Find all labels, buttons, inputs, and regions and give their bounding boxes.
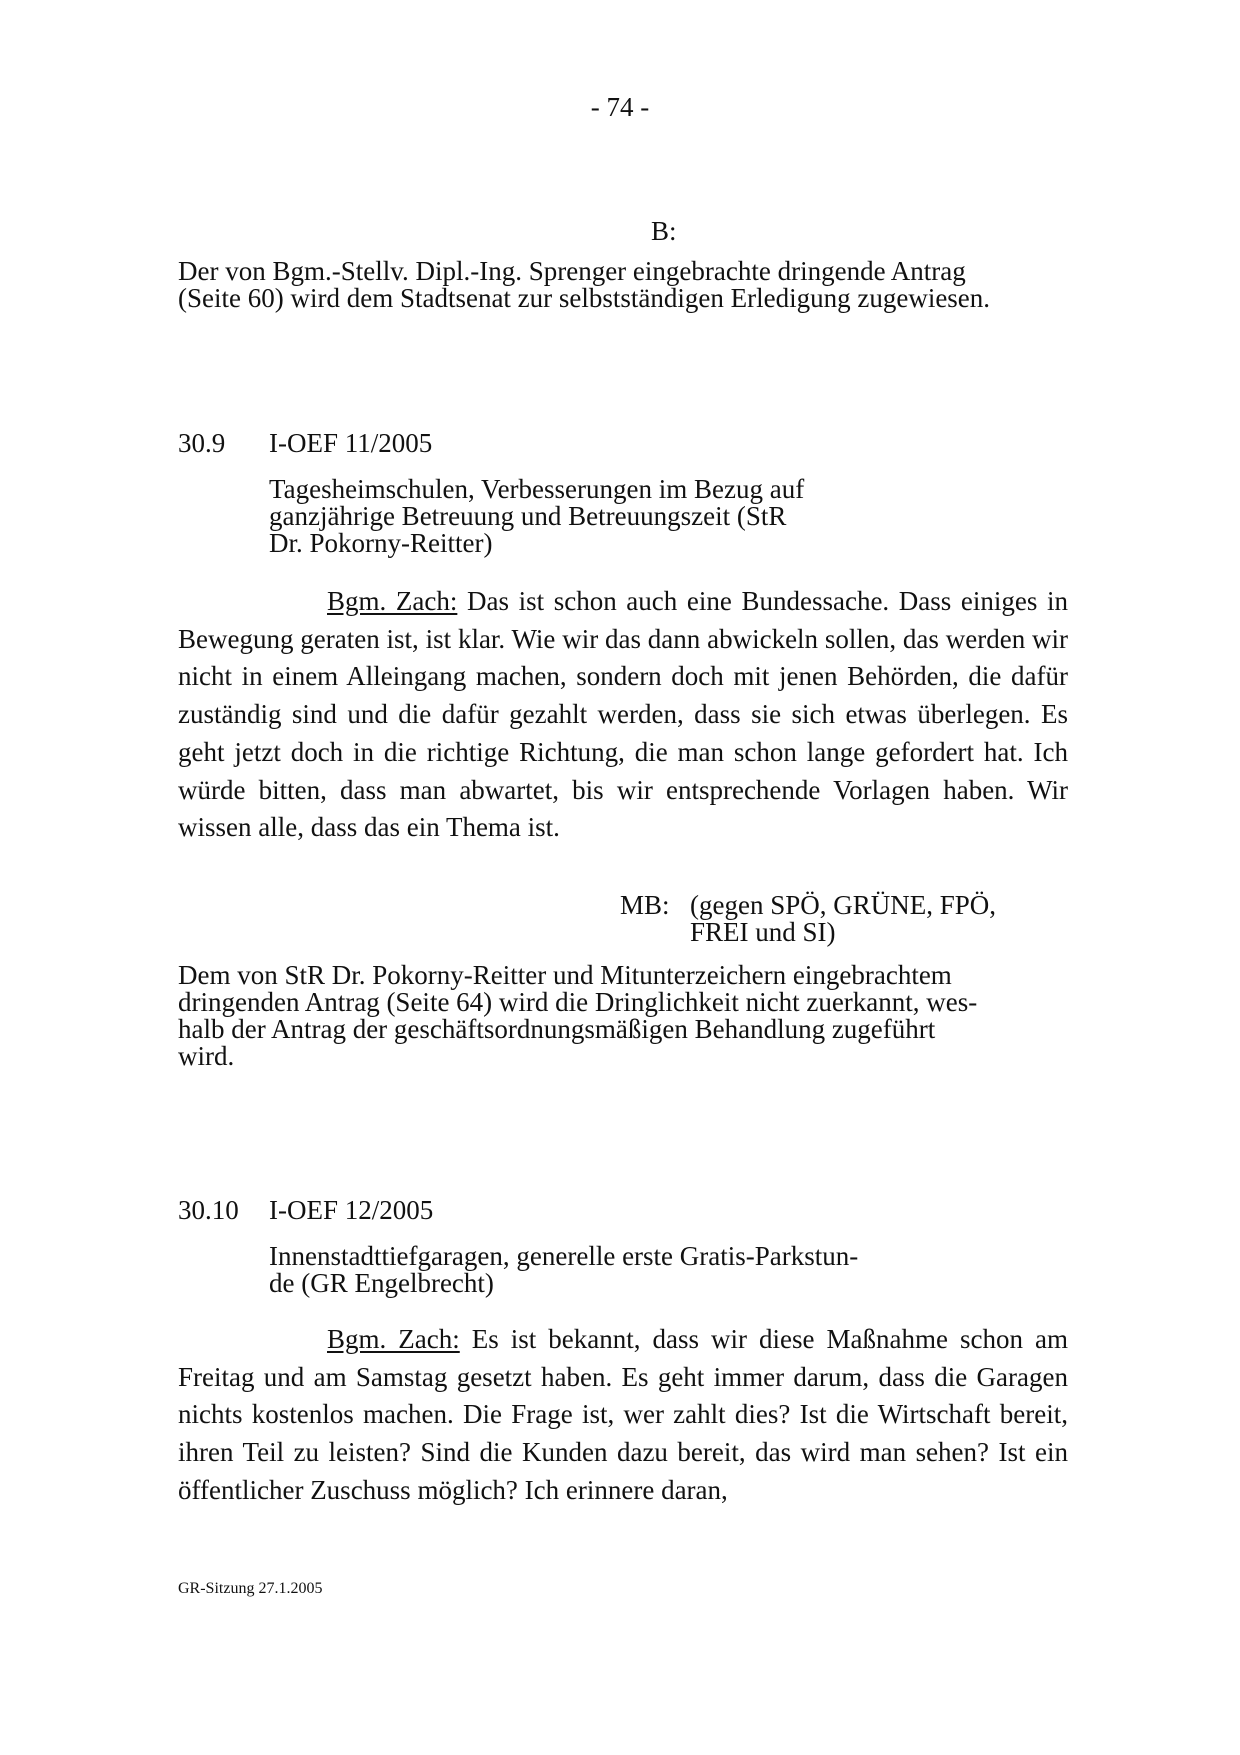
title-line: Innenstadttiefgaragen, generelle erste Gratis-Parkstun- bbox=[269, 1241, 859, 1271]
title-line: Dr. Pokorny-Reitter) bbox=[269, 528, 493, 558]
vote-line: FREI und SI) bbox=[690, 917, 836, 947]
resolution-line: (Seite 60) wird dem Stadtsenat zur selbstständigen Erledigung zugewiesen. bbox=[178, 283, 991, 313]
resolution-30-9 bbox=[178, 962, 1068, 1070]
resolution-line: wird. bbox=[178, 1041, 235, 1071]
speech-paragraph bbox=[178, 1321, 1068, 1510]
vote-line: (gegen SPÖ, GRÜNE, FPÖ, bbox=[690, 890, 997, 920]
item-number: 30.9 bbox=[178, 428, 226, 458]
item-number: 30.10 bbox=[178, 1195, 239, 1225]
speech-text: Es ist bekannt, dass wir diese Maßnahme schon am Freitag und am Samstag gesetzt haben. Es geht immer darum, dass die Garagen nichts kostenlos machen. Die Frage ist, wer zahlt dies? Ist die Wirtschaft bereit, ihren Teil zu leisten? Sind die Kunden dazu bereit, das wird man sehen? Ist ein öffentlicher Zuschuss möglich? Ich erinnere daran, bbox=[178, 1324, 1068, 1505]
resolution-line: Dem von StR Dr. Pokorny-Reitter und Mitunterzeichern eingebrachtem bbox=[178, 960, 952, 990]
item-code: I-OEF 11/2005 bbox=[269, 428, 433, 458]
title-line: Tagesheimschulen, Verbesserungen im Bezug auf bbox=[269, 474, 805, 504]
title-line: de (GR Engelbrecht) bbox=[269, 1268, 494, 1298]
agenda-item-30-10-header bbox=[178, 1195, 433, 1225]
resolution-line: dringenden Antrag (Seite 64) wird die Dringlichkeit nicht zuerkannt, wes- bbox=[178, 987, 978, 1017]
speech-text: Das ist schon auch eine Bundessache. Dass einiges in Bewegung geraten ist, ist klar. Wie wir das dann abwickeln sollen, das werden wir nicht in einem Alleingang machen, sondern doch mit jenen Behörden, die dafür zuständig sind und die dafür gezahlt werden, dass sie sich etwas überlegen. Es geht jetzt doch in die richtige Richtung, die man schon lange gefordert hat. Ich würde bitten, dass man abwartet, bis wir entsprechende Vorlagen haben. Wir wissen alle, dass das ein Thema ist. bbox=[178, 586, 1068, 843]
agenda-item-30-9-title bbox=[269, 476, 804, 557]
speaker-name: Bgm. Zach: bbox=[327, 1324, 460, 1354]
item-code: I-OEF 12/2005 bbox=[269, 1195, 434, 1225]
agenda-item-30-9-header bbox=[178, 428, 432, 458]
section-b-label: B: bbox=[651, 216, 677, 246]
vote-label: MB: bbox=[620, 890, 670, 920]
title-line: ganzjährige Betreuung und Betreuungszeit (StR bbox=[269, 501, 787, 531]
resolution-line: Der von Bgm.-Stellv. Dipl.-Ing. Sprenger eingebrachte dringende Antrag bbox=[178, 256, 966, 286]
resolution-line: halb der Antrag der geschäftsordnungsmäßigen Behandlung zugeführt bbox=[178, 1014, 936, 1044]
section-b-resolution bbox=[178, 258, 1078, 312]
speaker-name: Bgm. Zach: bbox=[327, 586, 458, 616]
footer-session: GR-Sitzung 27.1.2005 bbox=[178, 1580, 323, 1597]
speech-paragraph bbox=[178, 583, 1068, 847]
agenda-item-30-10-title bbox=[269, 1243, 858, 1297]
page-number: - 74 - bbox=[590, 92, 650, 122]
vote-detail bbox=[690, 892, 1050, 946]
